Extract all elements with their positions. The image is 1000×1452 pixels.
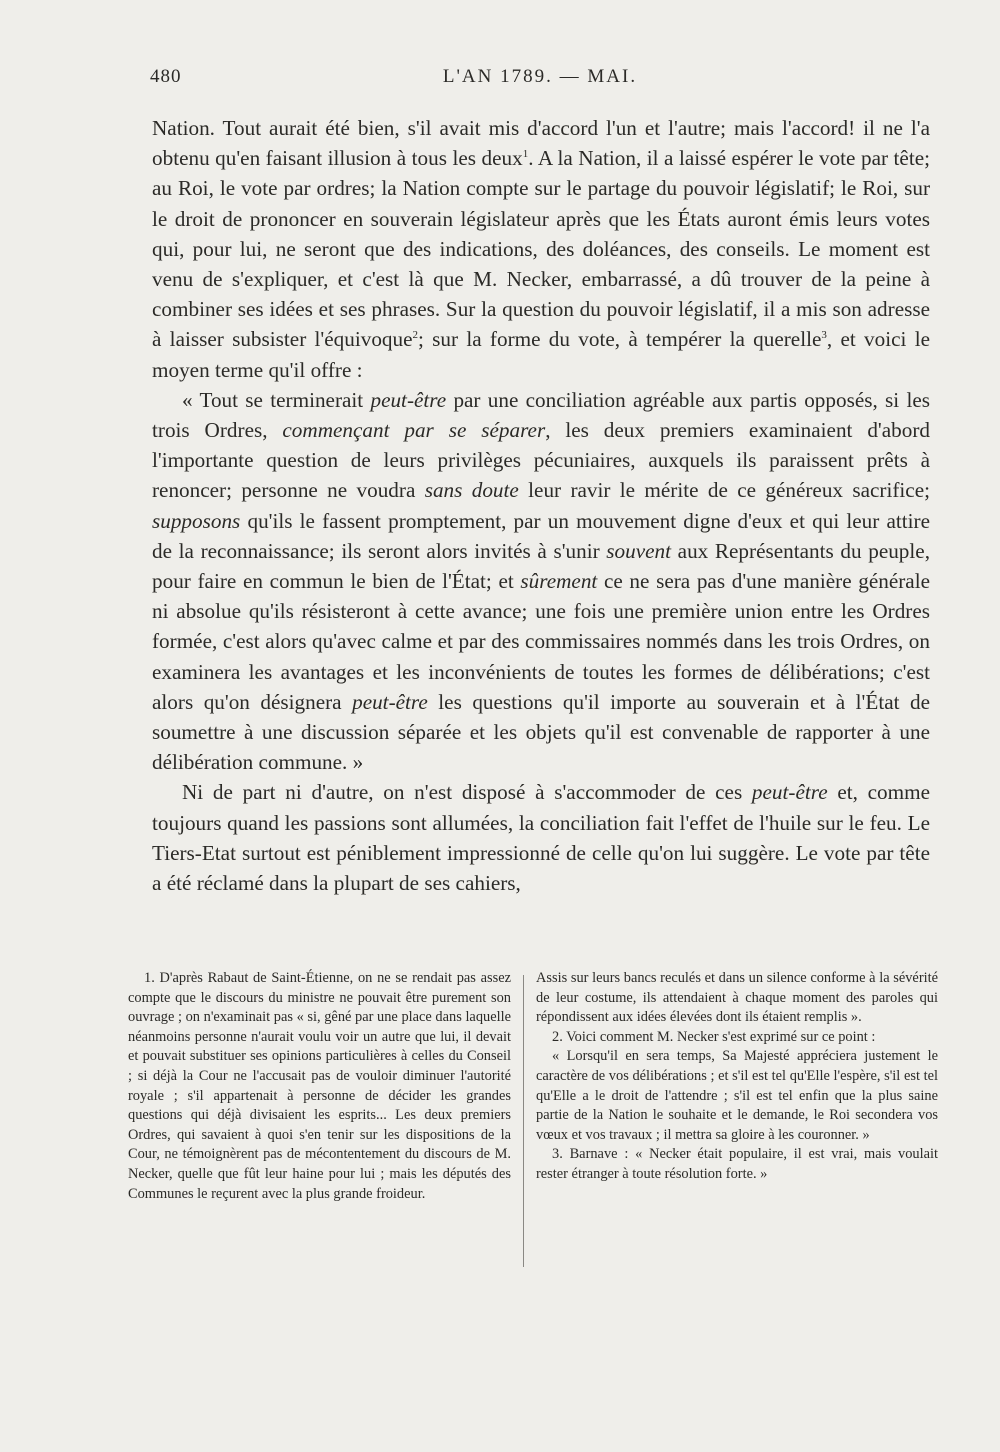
italic-run: commençant par se séparer xyxy=(282,418,546,443)
footnote-1: 1. D'après Rabaut de Saint-Étienne, on ne se rendait pas assez compte que le discours du ministre ne pouvait être purement son ouvrage ; on n'examinait pas « si, gêné par une place dans laquelle néanmoins personne n'aurait voulu voir un autre que lui, il devait et pouvait substituer ses opinions particulières à celles du Conseil ; si déjà la Cour ne l'accusait pas de vouloir diminuer l'autorité royale ; s'il appartenait à personne de décider les grandes questions qui déjà divisaient les esprits... Les deux premiers Ordres, qui savaient à quoi s'en tenir sur les dispositions de la Cour, ne témoignèrent pas de mécontentement du discours de M. Necker, quelle que fût leur haine pour lui ; mais les députés des Communes le reçurent avec la plus grande froideur. xyxy=(128,970,511,1202)
paragraph-2-quotation xyxy=(152,385,930,778)
text-run: leur ravir le mérite de ce généreux sacrifice; xyxy=(518,478,931,503)
text-run: Nation. Tout aurait été bien, s'il avait mis d'accord l'un et l'autre; mais l'accord! il ne l'a obtenu qu'en faisant illusion à tous les deux xyxy=(152,116,930,171)
text-run: , et voici le moyen terme qu'il offre : xyxy=(152,327,930,382)
page-number: 480 xyxy=(150,66,182,87)
text-run: , les deux premiers examinaient d'abord l'importante question de leurs privilèges pécuniaires, auxquels ils paraissent prêts à renoncer; personne ne voudra xyxy=(152,418,930,503)
paragraph-3 xyxy=(152,777,930,898)
footnote-2: 2. Voici comment M. Necker s'est exprimé sur ce point : xyxy=(552,1028,876,1045)
text-run: qu'ils le fassent promptement, par un mouvement digne d'eux et qui leur attire de la reconnaissance; ils seront alors invités à s'unir xyxy=(152,508,930,563)
footnote-column-right xyxy=(536,969,938,1185)
text-run: et, comme toujours quand les passions sont allumées, la conciliation fait l'effet de l'huile sur le feu. Le Tiers-Etat surtout est péniblement impressionné de celle qu'on lui suggère. Le vote par tête a été réclamé dans la plupart de ses cahiers, xyxy=(152,780,930,896)
text-run: aux Représentants du peuple, pour faire en commun le bien de l'État; et xyxy=(152,538,930,594)
text-run: Ni de part ni d'autre, on n'est disposé à s'accommoder de ces xyxy=(182,780,752,805)
text-run: « Tout se terminerait xyxy=(182,387,371,412)
text-run: ce ne sera pas d'une manière générale ni absolue qu'ils résisteront à cette avance; une fois une première union entre les Ordres formée, c'est alors qu'avec calme et par des commissaires nommés dans les trois Ordres, on examinera les avantages et les inconvénients de toutes les formes de délibérations; c'est alors qu'on désignera xyxy=(152,569,930,714)
footnote-ref-1: 1 xyxy=(522,148,529,161)
text-run: . A la Nation, il a laissé espérer le vote par tête; au Roi, le vote par ordres; la Nation compte sur le partage du pouvoir législatif; le Roi, sur le droit de prononcer en souverain législateur après que les États auront émis leurs votes qui, pour lui, ne seront que des indications, des doléances, des conseils. Le moment est venu de s'expliquer, et c'est là que M. Necker, embarrassé, a dû trouver de la peine à combiner ses idées et ses phrases. Sur la question du pouvoir législatif, il a mis son adresse à laisser subsister l'équivoque xyxy=(152,146,930,352)
footnote-3: 3. Barnave : « Necker était populaire, il est vrai, mais voulait rester étranger à toute résolution forte. » xyxy=(536,1146,938,1182)
running-title: L'AN 1789. — MAI. xyxy=(442,66,638,87)
footnote-ref-3: 3 xyxy=(821,329,827,342)
main-text xyxy=(152,113,930,898)
footnote-1-continued: Assis sur leurs bancs reculés et dans un silence conforme à la sévérité de leur costume, ils attendaient à chaque moment des paroles qui répondissent aux idées élevées dont ils étaient remplis ». xyxy=(536,970,938,1026)
paragraph-1 xyxy=(152,113,930,385)
text-run: les questions qu'il importe au souverain et à l'État de soumettre à une discussion séparée et les objets qu'il est convenable de rapporter à une délibération commune. » xyxy=(152,689,930,775)
column-divider xyxy=(523,975,524,1267)
footnote-ref-2: 2 xyxy=(412,329,418,342)
text-run: ; sur la forme du vote, à tempérer la querelle xyxy=(418,327,822,352)
running-header xyxy=(150,66,930,96)
footnote-column-left xyxy=(128,969,511,1204)
italic-run: sûrement xyxy=(520,569,598,594)
text-run: par une conciliation agréable aux partis opposés, si les trois Ordres, xyxy=(152,387,930,443)
footnote-2-quote: « Lorsqu'il en sera temps, Sa Majesté appréciera justement le caractère de vos délibérations ; et s'il est tel qu'Elle l'espère, s'il est tel qu'Elle a le droit de l'attendre ; s'il est tel enfin que la plus saine partie de la Nation le souhaite et le demande, le Roi secondera vos vœux et vos travaux ; il mettra sa gloire à les couronner. » xyxy=(536,1048,938,1143)
italic-run: peut-être xyxy=(352,689,428,714)
italic-run: peut-être xyxy=(370,387,447,412)
italic-run: souvent xyxy=(606,538,672,563)
italic-run: sans doute xyxy=(424,478,519,503)
italic-run: peut-être xyxy=(751,780,828,805)
italic-run: supposons xyxy=(152,508,241,533)
